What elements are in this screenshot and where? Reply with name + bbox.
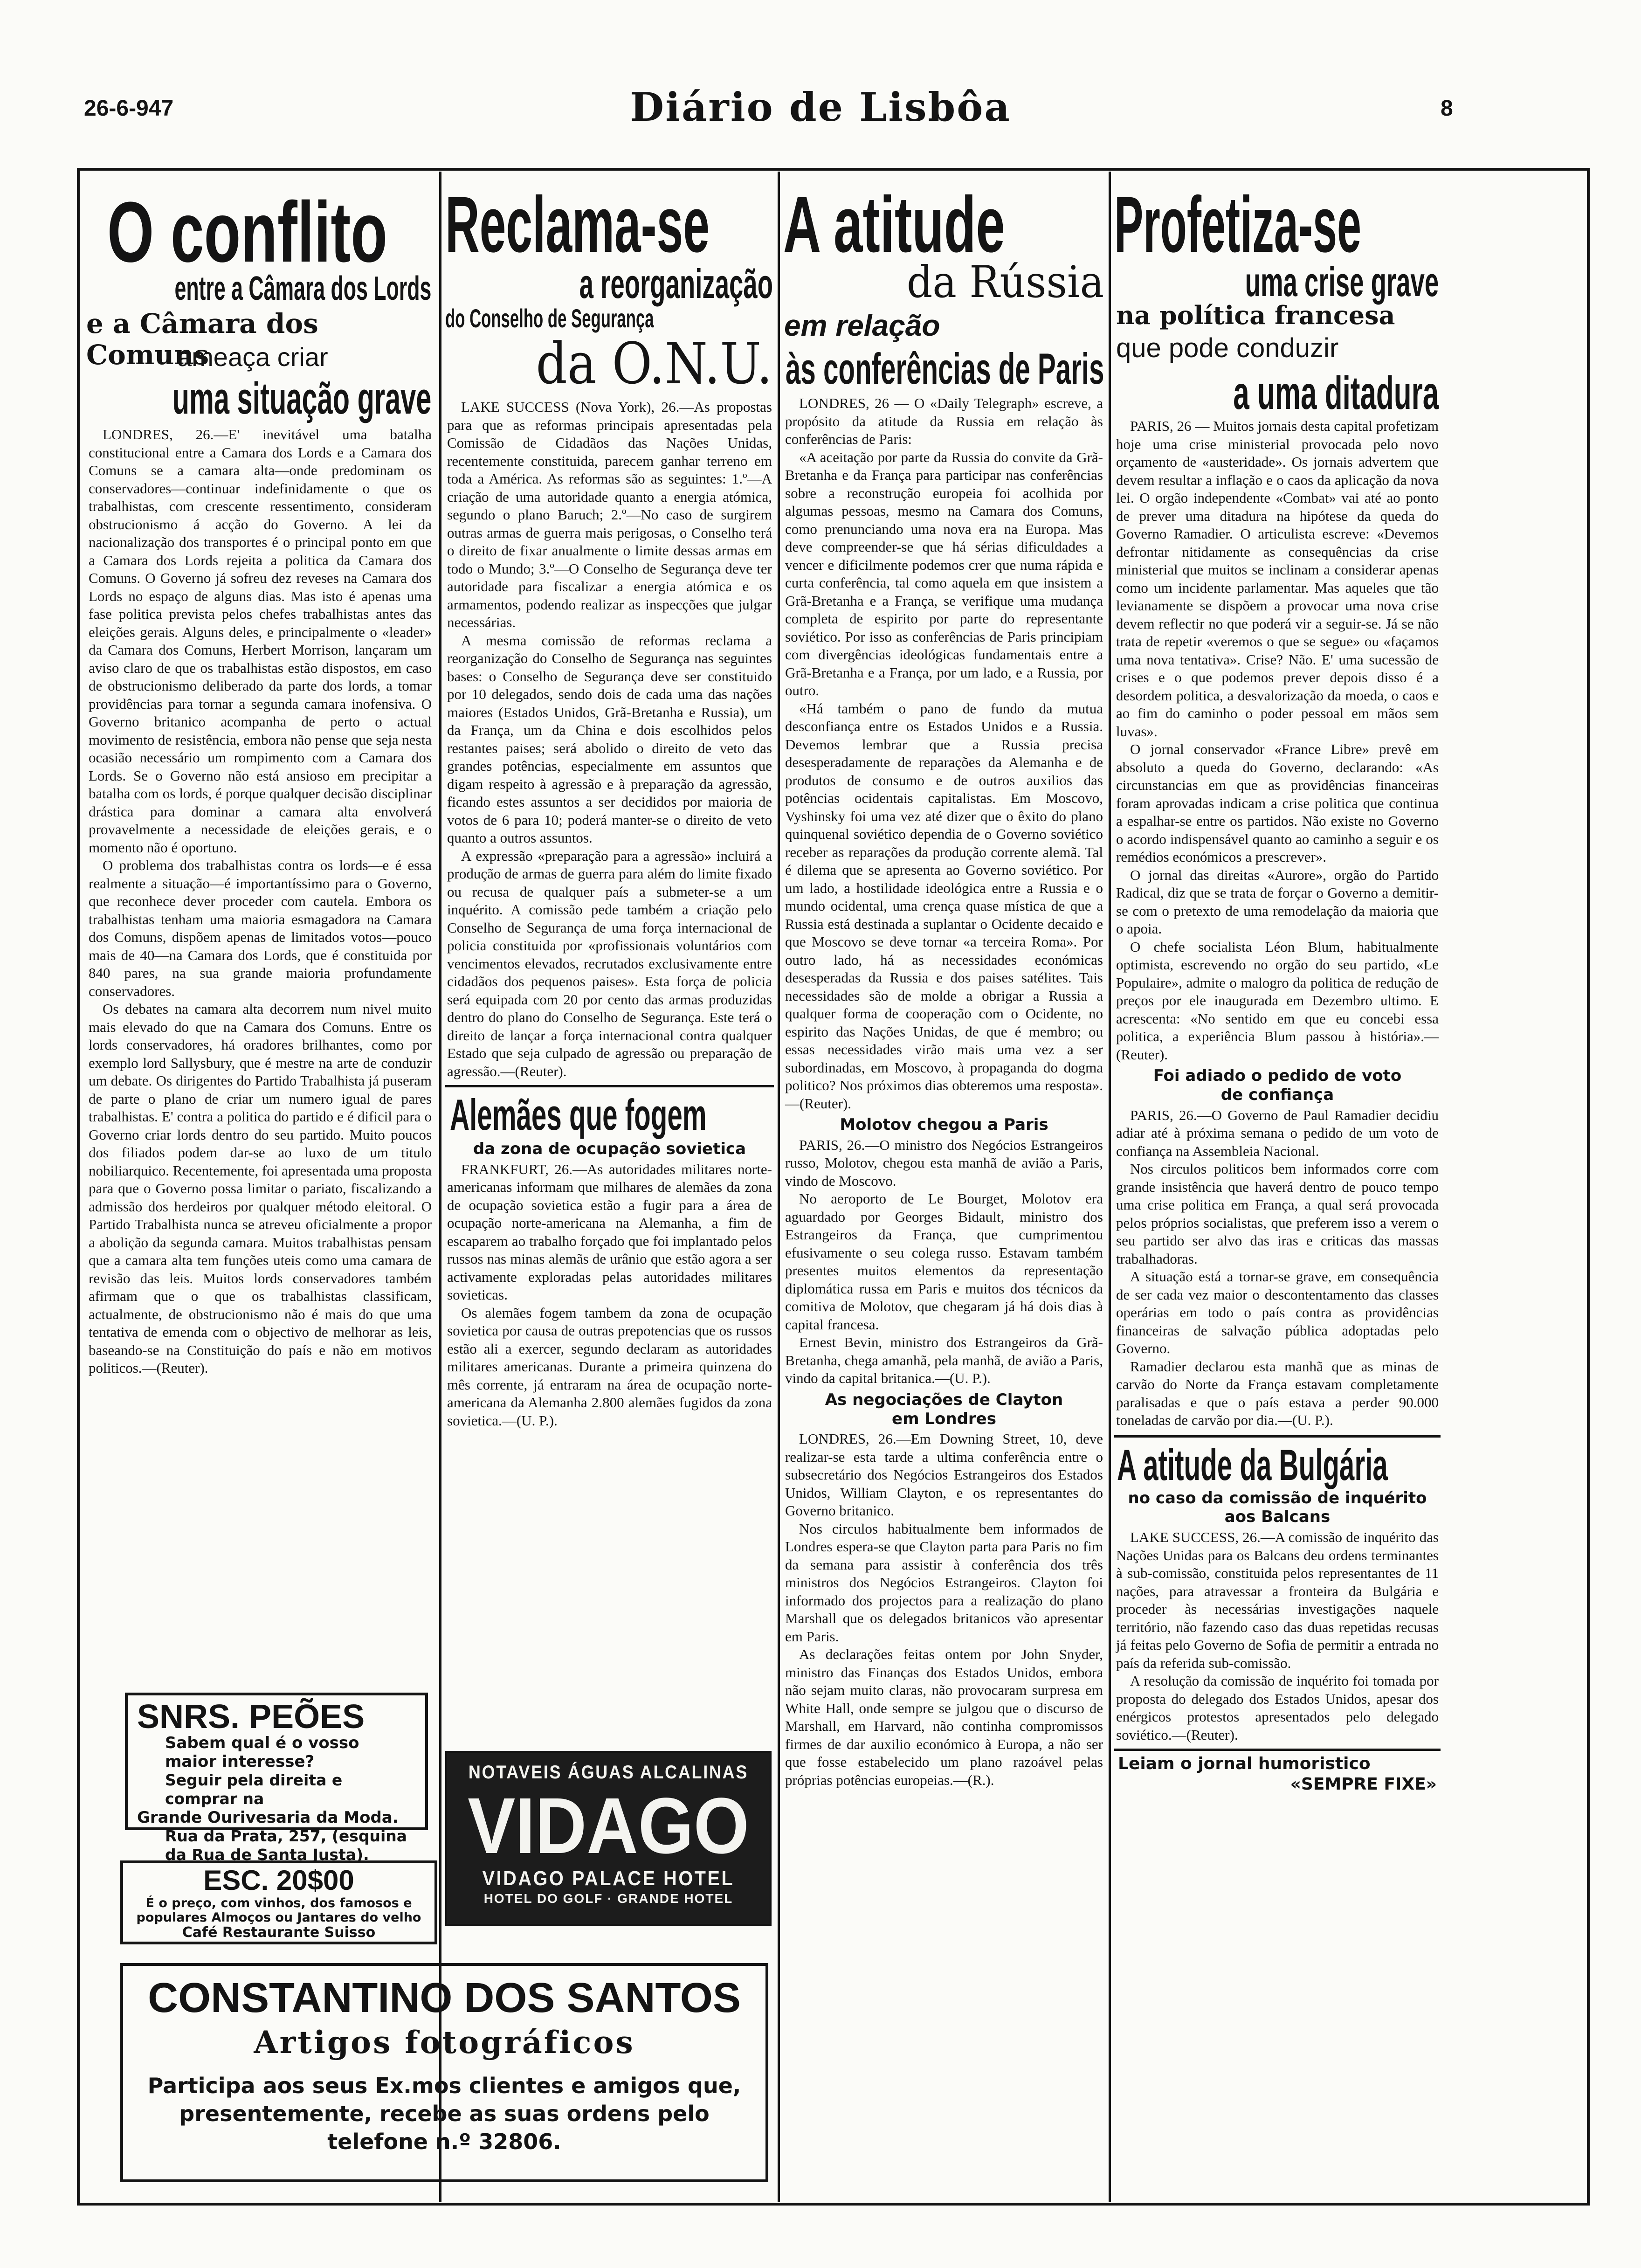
ad-text: Seguir pela direita e comprar na [165,1771,343,1808]
column-4 [1114,175,1586,2199]
subheadline: ameaça criar [177,342,328,372]
page-number: 8 [1441,96,1453,121]
subheadline: do Conselho de Segurança [445,304,654,333]
subheadline: As negociações de Clayton [825,1390,1063,1409]
paragraph: O problema dos trabalhistas contra os lords—e é essa realmente a situação—é importantíssimo para o Governo, que reconhece dever proceder com cautela. Embora os trabalhistas tenham uma maioria esmagadora na Camara dos Comuns, dispõem apenas de limitados votos—pouco mais de 40—na Camara dos Lords, que é constituida por 840 pares, na sua grande maioria profundamente conservadores. [89,857,432,999]
subheadline: aos Balcans [1224,1507,1331,1527]
paragraph: PARIS, 26.—O Governo de Paul Ramadier decidiu adiar até à próxima semana o pedido de um voto de confiança na Assembleia Nacional. [1116,1106,1439,1159]
ad-text: Rua da Prata, 257, (esquina da Rua de Santa Justa). [165,1827,407,1864]
article-body [783,1136,1105,1388]
headline: Reclama-se [445,180,710,269]
paragraph: A situação está a tornar-se grave, em consequência de ser cada vez maior o descontentamento das classes operárias em todo o país contra as providências financeiras de salvação pública adoptadas pelo Governo. [1116,1268,1439,1357]
paragraph: FRANKFURT, 26.—As autoridades militares norte-americanas informam que milhares de alemães da zona de ocupação sovietica estão a fugir para a área de ocupação norte-americana na Alemanha, a fim de escaparem ao trabalho forçado que foi implantado pelos russos nas minas alemãs de urânio que estão agora a ser activamente exploradas pelas autoridades militares sovieticas. [447,1161,772,1303]
ad-brand: VIDAGO [468,1782,749,1870]
ad-constantino-dos-santos [120,1963,768,2182]
article-body [445,395,774,1080]
ad-vidago [445,1751,772,1926]
subheadline: uma crise grave [1245,259,1439,305]
ad-hotel: VIDAGO PALACE HOTEL [482,1867,735,1890]
ad-text: É o preço, com vinhos, dos famosos e [145,1896,412,1910]
subheadline: uma situação grave [172,373,431,423]
subheadline: na política francesa [1116,300,1395,330]
article-body [84,424,434,1377]
subheadline: às conferências de Paris [785,344,1104,393]
ad-title: CONSTANTINO DOS SANTOS [148,1975,741,2021]
paragraph: Os alemães fogem tambem da zona de ocupação sovietica por causa de outras prepotencias que os russos estão ali a exercer, segundo declaram as autoridades militares americanas. Durante a primeira quinzena do mês corrente, já entraram na área de ocupação norte-americana da Alemanha 2.800 alemães fugidos da zona sovietica.—(U. P.). [447,1304,772,1429]
paragraph: LONDRES, 26.—Em Downing Street, 10, deve realizar-se esta tarde a ultima conferência entre o subsecretário dos Negócios Estrangeiros dos Estados Unidos, William Clayton, e os representantes do Governo britanico. [785,1431,1103,1519]
paragraph: A mesma comissão de reformas reclama a reorganização do Conselho de Segurança nas seguintes bases: o Conselho de Segurança deve ser constituido por 10 delegados, sendo dois de cada uma das nações maiores (Estados Unidos, Grã-Bretanha e Russia), um da França, um da China e dois escolhidos pelos restantes paises; será abolido o direito de veto das grandes potências, especialmente em assuntos que digam respeito à agressão e à preparação da agressão, ficando estes assuntos a ser decididos por maioria de votos de 6 para 10; poderá manter-se o direito de veto quanto a outros assuntos. [447,632,772,846]
column-1 [84,175,434,1688]
paragraph: PARIS, 26.—O ministro dos Negócios Estrangeiros russo, Molotov, chegou esta manhã de avião a Paris, vindo de Moscovo. [785,1136,1103,1189]
subheadline: de confiança [1220,1085,1334,1104]
notice: Leiam o jornal humoristico [1118,1754,1371,1774]
paragraph: As declarações feitas ontem por John Snyder, ministro das Finanças dos Estados Unidos, embora não sejam muito claras, não provocaram surpresa em White Hall, onde sempre se julgou que o discurso de Marshall, em Harvard, não continha compromissos firmes de dar auxilio económico à Europa, a não ser que fosse estabelecido um plano razoável pelas próprias potências europeias.—(R.). [785,1646,1103,1788]
paragraph: No aeroporto de Le Bourget, Molotov era aguardado por Georges Bidault, ministro dos Estrangeiros da França, que cumprimentou efusivamente o seu colega russo. Estavam também presentes muitos elementos da representação diplomática russa em Paris e muitos dos técnicos da comitiva de Molotov, que chegaram já há dois dias à capital francesa. [785,1190,1103,1333]
subheadline: que pode conduzir [1116,333,1339,363]
headline: Profetiza-se [1114,180,1362,269]
subheadline: Foi adiado o pedido de voto [1153,1066,1402,1085]
ad-text: Grande Ourivesaria da Moda. [137,1808,399,1827]
ad-text: Participa aos seus Ex.mos clientes e amigos que, presentemente, recebe as suas ordens pelo telefone n.º 32806. [147,2073,741,2155]
paragraph: Nos circulos habitualmente bem informados de Londres espera-se que Clayton parta para Paris no fim da semana para assistir à conferência dos três ministros dos Negócios Estrangeiros. Clayton foi informado dos projectos para a realização do plano Marshall que os delegados britanicos vão apresentar em Paris. [785,1520,1103,1645]
subheadline: a uma ditadura [1233,367,1439,419]
headline: Alemães que fogem [450,1090,707,1139]
column-2 [445,175,774,1937]
page-header [0,0,1641,145]
paragraph: O jornal conservador «France Libre» prevê em absoluto a queda do Governo, declarando: «As circunstancias em que as providências financeiras foram aprovadas indicam a crise politica que continua a espalhar-se entre os partidos. Não existe no Governo o acordo indispensável quanto ao caminho a seguir e os remédios económicos a prescrever». [1116,741,1439,865]
paragraph: O jornal das direitas «Aurore», orgão do Partido Radical, diz que se trata de forçar o Governo a demitir-se com o pretexto de uma remodelação da maioria que o apoia. [1116,866,1439,937]
paragraph: O chefe socialista Léon Blum, habitualmente optimista, escrevendo no orgão do seu partido, «Le Populaire», admite o malogro da politica de redução de preços por ele inaugurada em Dezembro ultimo. E acrescenta: «No sentido em que eu concebi essa politica, a experiência Blum passou à história».—(Reuter). [1116,938,1439,1063]
paragraph: LAKE SUCCESS, 26.—A comissão de inquérito das Nações Unidas para os Balcans deu ordens terminantes à sub-comissão, constituida pelos representantes de 11 nações, para atravessar a fronteira da Bulgária e proceder às necessárias investigações naquele território, não fazendo caso das duas repetidas recusas já feitas pelo Governo de Sofia de permitir a entrada no país da referida sub-comissão. [1116,1529,1439,1671]
subheadline: da O.N.U. [536,331,772,397]
article-body [783,1430,1105,1789]
paragraph: «Há também o pano de fundo da mutua desconfiança entre os Estados Unidos e a Russia. Devemos lembrar que a Russia precisa desesperadamente de reparações da Alemanha e de produtos de consumo e de outros auxilios das potências ocidentais capitalistas. Em Moscovo, Vyshinsky foi uma vez até dizer que o êxito do plano quinquenal soviético dependia de o Governo soviético receber as reparações da produção corrente alemã. Tal é dilema que se apresenta ao Governo soviético. Por um lado, a hostilidade ideológica entre a Russia e o mundo ocidental, uma crença quase mística de que a Russia está destinada a suplantar o Ocidente decaido e que Moscovo se deve tornar «a terceira Roma». Por outro lado, há as necessidades económicas desesperadas da Russia e dos paises satélites. Tais necessidades são de molde a obrigar a Russia a qualquer forma de cooperação com o Ocidente, no espirito das Nações Unidas, de que é membro; ou essas necessidades virão mais uma vez a ser subordinadas, em Moscovo, à propaganda do dogma politico? Nos próximos dias obteremos uma resposta».—(Reuter). [785,700,1103,1112]
issue-date: 26-6-947 [84,96,174,121]
article-body [1114,1528,1441,1744]
paragraph: Os debates na camara alta decorrem num nivel muito mais elevado do que na Camara dos Comuns. Entre os lords conservadores, há oradores brilhantes, como por exemplo lord Sallysbury, que é mestre na arte de conduzir um debate. Os dirigentes do Partido Trabalhista já puseram de parte o plano de criar um numero igual de pares trabalhistas. E' contra a politica do partido e é dificil para o Governo criar lords dentro do seu partido. Muito poucos dos filiados podem dar-se ao luxo de um titulo nobiliarquico. Recentemente, foi apresentada uma proposta para que o Governo possa limitar o pariato, fiscalizando a admissão dos herdeiros por qualquer método eleitoral. O Partido Trabalhista nunca se atreveu oficialmente a propor a abolição da segunda camara. Muitos trabalhistas pensam que a camara alta tem funções uteis como uma camara de revisão das leis. Muitos lords conservadores também afirmam que o que os trabalhistas classificam, actualmente, de obstrucionismo não é mais do que uma tentativa de emenda com o objectivo de melhorar as leis, baseando-se na Constituição do país e não em motivos politicos.—(Reuter). [89,1001,432,1376]
ad-text: Café Restaurante Suisso [182,1924,376,1941]
subheadline: da Rússia [906,257,1104,308]
headline: A atitude da Bulgária [1117,1440,1388,1489]
article-body [783,394,1105,1113]
ad-subtitle: Artigos fotográficos [254,2024,635,2061]
paragraph: LONDRES, 26 — O «Daily Telegraph» escreve, a propósito da atitude da Russia em relação às conferências de Paris: [785,395,1103,447]
paragraph: A resolução da comissão de inquérito foi tomada por proposta do delegado dos Estados Unidos, apesar dos enérgicos protestos apresentados pelo delegado soviético.—(Reuter). [1116,1673,1439,1743]
paragraph: Nos circulos politicos bem informados corre com grande insistência que haverá dentro de pouco tempo uma crise politica em França, a qual será provocada pelos próprios socialistas, que preferem isso a verem o seu partido ser alvo das iras e criticas das massas trabalhadoras. [1116,1161,1439,1267]
subheadline: a reorganização [579,261,773,307]
ad-cafe-suisso [120,1860,437,1944]
ad-price: ESC. 20$00 [203,1865,354,1896]
column-rule [778,172,780,2202]
paragraph: LAKE SUCCESS (Nova York), 26.—As propostas para que as reformas principais apresentadas pela Comissão de Cidadãos das Nações Unidas, recentemente constituida, parecem ganhar terreno em toda a América. As reformas são as seguintes: 1.º—A criação de uma autoridade quanto a energia atómica, segundo o plano Baruch; 2.º—No caso de surgirem outras armas de guerra mais perigosas, o Conselho terá o direito de fixar anualmente o limite dessas armas em todo o Mundo; 3.º—O Conselho de Segurança deve ter autoridade para fiscalizar a energia atómica e os armamentos, podendo realizar as inspecções que julgar necessárias. [447,399,772,630]
paragraph: LONDRES, 26.—E' inevitável uma batalha constitucional entre a Camara dos Lords e a Camara dos Comuns se a camara alta—onde predominam os conservadores—continuar indefinidamente o que os trabalhistas, com crescente ressentimento, consideram obstrucionismo á acção do Governo. A lei da nacionalização dos transportes é o principal ponto em que a Camara dos Lords rejeita a politica da Camara dos Comuns. O Governo já sofreu dez reveses na Camara dos Lords no espaço de alguns dias. Mas isto é apenas uma fase politica prevista pelos chefes trabalhistas antes das eleições gerais. Alguns deles, e principalmente o «leader» da Camara dos Comuns, Herbert Morrison, lançaram um aviso claro de que os trabalhistas estão dispostos, em caso de obstrucionismo deliberado da parte dos lords, a tomar providências para tornar a segunda camara inofensiva. O Governo britanico acompanha de perto o actual movimento de resistência, embora não pense que seja nesta ocasião necessário um rompimento com a Camara dos Lords. Se o Governo não está ansioso em precipitar a batalha com os lords, é porque qualquer decisão disciplinar drástica para dominar a camara alta envolverá provavelmente a necessidade de eleições gerais, e o momento não é oportuno. [89,426,432,856]
masthead: Diário de Lisbôa [630,84,1011,130]
paragraph: Ramadier declarou esta manhã que as minas de carvão do Norte da França estavam completamente paralisadas e que o país estava a perder 90.000 toneladas de carvão por dia.—(U. P.). [1116,1358,1439,1429]
paragraph: A expressão «preparação para a agressão» incluirá a produção de armas de guerra para além do limite fixado ou recusa de qualquer país a submeter-se a um inquérito. A comissão pede também a criação pelo Conselho de Segurança de uma força internacional de policia constituida por «profissionais voluntários com vencimentos elevados, recrutados exclusivamente entre cidadãos dos pequenos paises». Esta força de policia será equipada com 20 por cento das armas produzidas dentro do plano do Conselho de Segurança. Este terá o direito de lançar a força internacional contra qualquer Estado que seja culpado de agressão ou preparação de agressão.—(Reuter). [447,847,772,1079]
subheadline: entre a Câmara dos Lords [174,270,431,307]
article-body [1114,1106,1441,1430]
paragraph: «A aceitação por parte da Russia do convite da Grã-Bretanha e da França para participar nas conferências sobre a reconstrução europeia foi acolhida por algumas pessoas, mesmo na Camara dos Comuns, como prenunciando uma nova era na Europa. Mas deve compreender-se que há sérias dificuldades a vencer e dificilmente podemos crer que numa rápida e curta conferência, tal como aquela em que insistem a Grã-Bretanha e a França, se verifique uma mudança completa de espirito por parte do representante soviético. Por isso as conferências de Paris principiam com divergências ideológicas fundamentais entre a Grã-Bretanha e a França, por um lado, e a Russia, por outro. [785,449,1103,698]
subheadline: em Londres [892,1409,996,1428]
subheadline: Molotov chegou a Paris [840,1115,1048,1134]
column-3 [783,175,1105,1954]
column-rule [1109,172,1111,2202]
column-rule [439,172,441,2202]
ad-text: Sabem qual é o vosso maior interesse? [165,1734,359,1771]
notice: «SEMPRE FIXE» [1290,1775,1437,1794]
ad-peoes [125,1693,428,1864]
subheadline: em relação [784,309,940,342]
ad-title: SNRS. PEÕES [137,1698,365,1736]
ad-hotel-sub: HOTEL DO GOLF · GRANDE HOTEL [483,1891,733,1906]
subheadline: da zona de ocupação sovietica [473,1140,746,1158]
headline: A atitude [783,180,1005,269]
ad-tagline: NOTAVEIS ÁGUAS ALCALINAS [468,1762,749,1783]
headline: O conflito [107,184,387,280]
ad-text: populares Almoços ou Jantares do velho [136,1910,421,1925]
paragraph: PARIS, 26 — Muitos jornais desta capital profetizam hoje uma crise ministerial provocada pelo novo orçamento de «austeridade». Os jornais advertem que devem resultar a inflação e o caos da aplicação da nova lei. O orgão independente «Combat» vai até ao ponto de prever uma ditadura na hipótese da queda do Governo Ramadier. O articulista escreve: «Devemos defrontar nitidamente as consequências da crise ministerial que muitos se inclinam a considerar apenas como um incidente parlamentar. Mas aqueles que tão levianamente se dispõem a provocar uma nova crise devem reflectir no que poderá vir a seguir-se. Já se não trata de repetir «veremos o que se segue» ou «façamos uma nova tentativa». Crise? Não. E' uma sucessão de crises e o que podemos prever depois disso é a desordem politica, a desvalorização da moeda, o caos e ao fim do caminho o poder pessoal em mãos sem luvas». [1116,418,1439,740]
subheadline: no caso da comissão de inquérito [1128,1488,1427,1507]
subheadline: e a Câmara dos Comuns [86,308,318,371]
paragraph: Ernest Bevin, ministro dos Estrangeiros da Grã-Bretanha, chega amanhã, pela manhã, de avião a Paris, vindo da capital britanica.—(U. P.). [785,1334,1103,1387]
article-body [445,1161,774,1430]
article-body [1114,417,1441,1064]
